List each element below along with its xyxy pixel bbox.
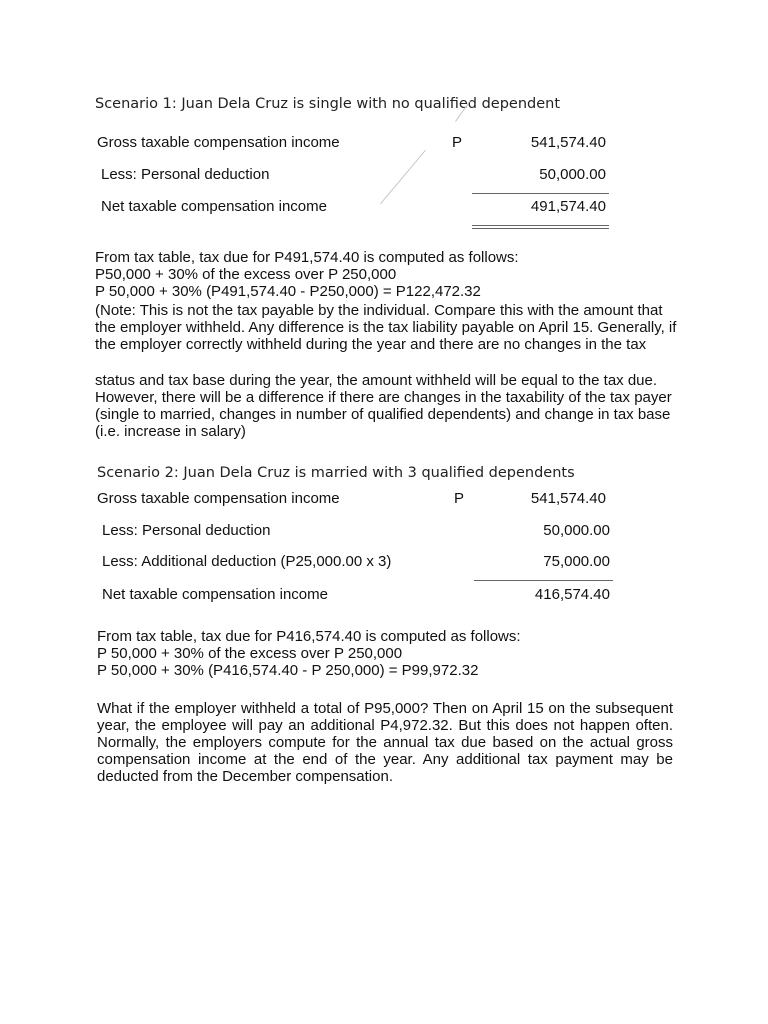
s1-computation-line-3: P 50,000 + 30% (P491,574.40 - P250,000) = P122,472.32 [95,283,481,300]
s2-computation-line-2: P 50,000 + 30% of the excess over P 250,000 [97,645,403,662]
s2-personal-label: Less: Personal deduction [102,522,271,539]
pencil-mark [380,150,426,204]
s2-gross-amount: 541,574.40 [530,490,606,507]
s2-personal-amount: 50,000.00 [543,522,610,539]
s1-net-amount: 491,574.40 [530,198,606,215]
s2-computation-line-3: P 50,000 + 30% (P416,574.40 - P 250,000) = P99,972.32 [97,662,479,679]
s2-net-label: Net taxable compensation income [102,586,328,603]
s1-double-underline-1 [472,225,609,226]
s1-currency-p: P [452,134,463,151]
s1-gross-amount: 541,574.40 [530,134,606,151]
s2-closing-paragraph: What if the employer withheld a total of P95,000? Then on April 15 on the subsequent year, the employee will pay an additional P4,972.32. But this does not happen often. Normally, the employers compute for the annual tax due based on the actual gross compensation income at the end of the year. Any additional tax payment may be deducted from the December compensation. [97,700,673,785]
s2-additional-amount: 75,000.00 [543,553,610,570]
s2-subtotal-line [474,580,613,581]
s1-personal-amount: 50,000.00 [539,166,606,183]
s2-additional-label: Less: Additional deduction (P25,000.00 x 3) [102,553,392,570]
s1-double-underline-2 [472,228,609,229]
s1-gross-label: Gross taxable compensation income [97,134,340,151]
s2-net-amount: 416,574.40 [534,586,610,603]
s1-note-part2: status and tax base during the year, the amount withheld will be equal to the tax due. However, there will be a difference if there are changes in the taxability of the tax payer (single to married, changes in number of qualified dependents) and change in tax base (i.e. increase in salary) [95,372,672,440]
s1-net-label: Net taxable compensation income [101,198,327,215]
s2-computation-line-1: From tax table, tax due for P416,574.40 is computed as follows: [97,628,521,645]
s1-computation-line-2: P50,000 + 30% of the excess over P 250,000 [95,266,397,283]
s1-note-part1: (Note: This is not the tax payable by the individual. Compare this with the amount that the employer withheld. Any difference is the tax liability payable on April 15. Generally, if the employer correctly withheld during the year and there are no changes in the tax [95,302,677,353]
scenario1-heading: Scenario 1: Juan Dela Cruz is single with no qualified dependent [95,96,561,112]
s2-currency-p: P [454,490,465,507]
s1-computation-line-1: From tax table, tax due for P491,574.40 is computed as follows: [95,249,519,266]
s1-subtotal-line [472,193,609,194]
s2-gross-label: Gross taxable compensation income [97,490,340,507]
s1-personal-label: Less: Personal deduction [101,166,270,183]
scenario2-heading: Scenario 2: Juan Dela Cruz is married with 3 qualified dependents [97,465,575,481]
